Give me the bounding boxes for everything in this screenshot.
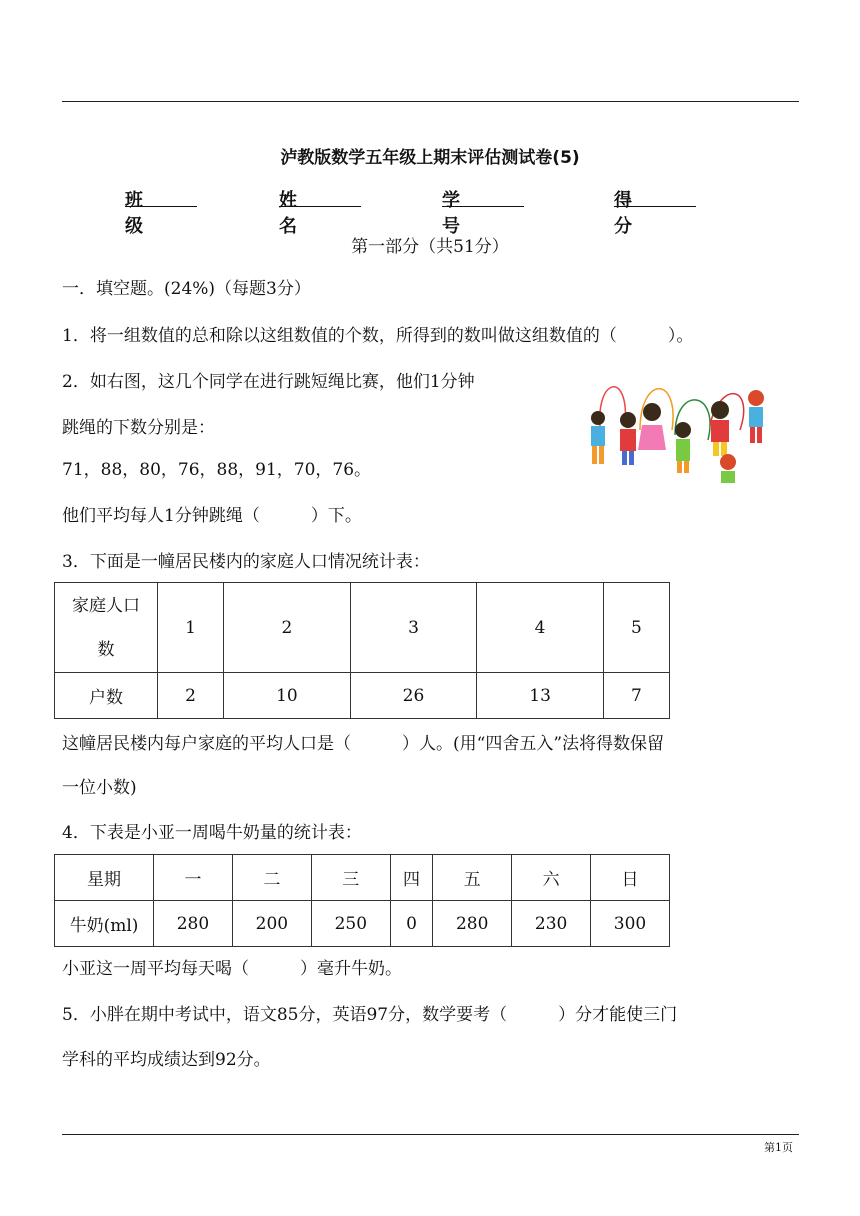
table-cell: 230: [512, 901, 591, 947]
jump-rope-children-illustration: [580, 370, 780, 490]
question-2-line-1: 2．如右图，这几个同学在进行跳短绳比赛，他们1分钟: [62, 372, 475, 392]
table-cell: 280: [154, 901, 233, 947]
class-field[interactable]: [125, 186, 197, 207]
question-4-intro: 4．下表是小亚一周喝牛奶量的统计表：: [62, 823, 362, 843]
question-3-intro: 3．下面是一幢居民楼内的家庭人口情况统计表：: [62, 552, 430, 572]
page-number: 第1页: [764, 1141, 793, 1154]
header-line-1: 家庭人口: [72, 595, 140, 616]
name-field[interactable]: [279, 186, 361, 207]
table-cell: 日: [591, 855, 670, 901]
table-cell: 280: [433, 901, 512, 947]
table-cell: 250: [311, 901, 390, 947]
question-2-line-2: 跳绳的下数分别是：: [62, 418, 215, 438]
table-cell: 26: [350, 673, 477, 719]
table-cell: 7: [603, 673, 669, 719]
part-heading: 第一部分（共51分）: [351, 237, 509, 257]
question-3-after-line-1: 这幢居民楼内每户家庭的平均人口是（ ）人。(用“四舍五入”法将得数保留: [62, 734, 665, 754]
header-rule: [62, 101, 799, 102]
table-row: [55, 673, 670, 719]
table-row: [55, 583, 670, 673]
table-cell: 四: [390, 855, 432, 901]
table-row-label: 牛奶(ml): [55, 901, 154, 947]
question-2-line-4: 他们平均每人1分钟跳绳（ ）下。: [62, 506, 362, 526]
page-title: 泸教版数学五年级上期末评估测试卷(5): [280, 148, 580, 168]
table-cell: 0: [390, 901, 432, 947]
question-4-after: 小亚这一周平均每天喝（ ）毫升牛奶。: [62, 959, 402, 979]
household-size-table: [54, 582, 670, 719]
header-line-2: 数: [97, 639, 115, 660]
table-cell: 2: [158, 673, 224, 719]
table-cell: 六: [512, 855, 591, 901]
score-field[interactable]: [614, 186, 696, 207]
table-cell: 3: [350, 583, 477, 673]
table-cell: 5: [603, 583, 669, 673]
question-5-line-1: 5．小胖在期中考试中，语文85分，英语97分，数学要考（ ）分才能使三门: [62, 1005, 678, 1025]
id-field[interactable]: [442, 186, 524, 207]
id-label: 学号: [442, 190, 460, 237]
table-cell: 10: [224, 673, 351, 719]
question-1: 1．将一组数值的总和除以这组数值的个数，所得到的数叫做这组数值的（ ）。: [62, 326, 694, 346]
table-cell: 五: [433, 855, 512, 901]
table-cell: 300: [591, 901, 670, 947]
table-cell: 200: [232, 901, 311, 947]
table-row: [55, 901, 670, 947]
class-label: 班级: [125, 190, 143, 237]
table-cell: 一: [154, 855, 233, 901]
table-cell: 三: [311, 855, 390, 901]
table-cell: 2: [224, 583, 351, 673]
question-5-line-2: 学科的平均成绩达到92分。: [62, 1050, 271, 1070]
question-3-after-line-2: 一位小数): [62, 778, 137, 798]
question-2-line-3: 71，88，80，76，88，91，70，76。: [62, 460, 372, 480]
milk-intake-table: [54, 854, 670, 947]
table-header-cell: 星期: [55, 855, 154, 901]
table-row: [55, 855, 670, 901]
table-header-cell: [55, 583, 158, 673]
student-info-row: [0, 186, 860, 237]
table-cell: 13: [477, 673, 604, 719]
table-cell: 1: [158, 583, 224, 673]
score-label: 得分: [614, 190, 632, 237]
table-cell: 二: [232, 855, 311, 901]
footer-rule: [62, 1134, 799, 1135]
name-label: 姓名: [279, 190, 297, 237]
section-heading: 一．填空题。(24%)（每题3分）: [62, 279, 311, 299]
table-cell: 4: [477, 583, 604, 673]
table-row-label: 户数: [55, 673, 158, 719]
